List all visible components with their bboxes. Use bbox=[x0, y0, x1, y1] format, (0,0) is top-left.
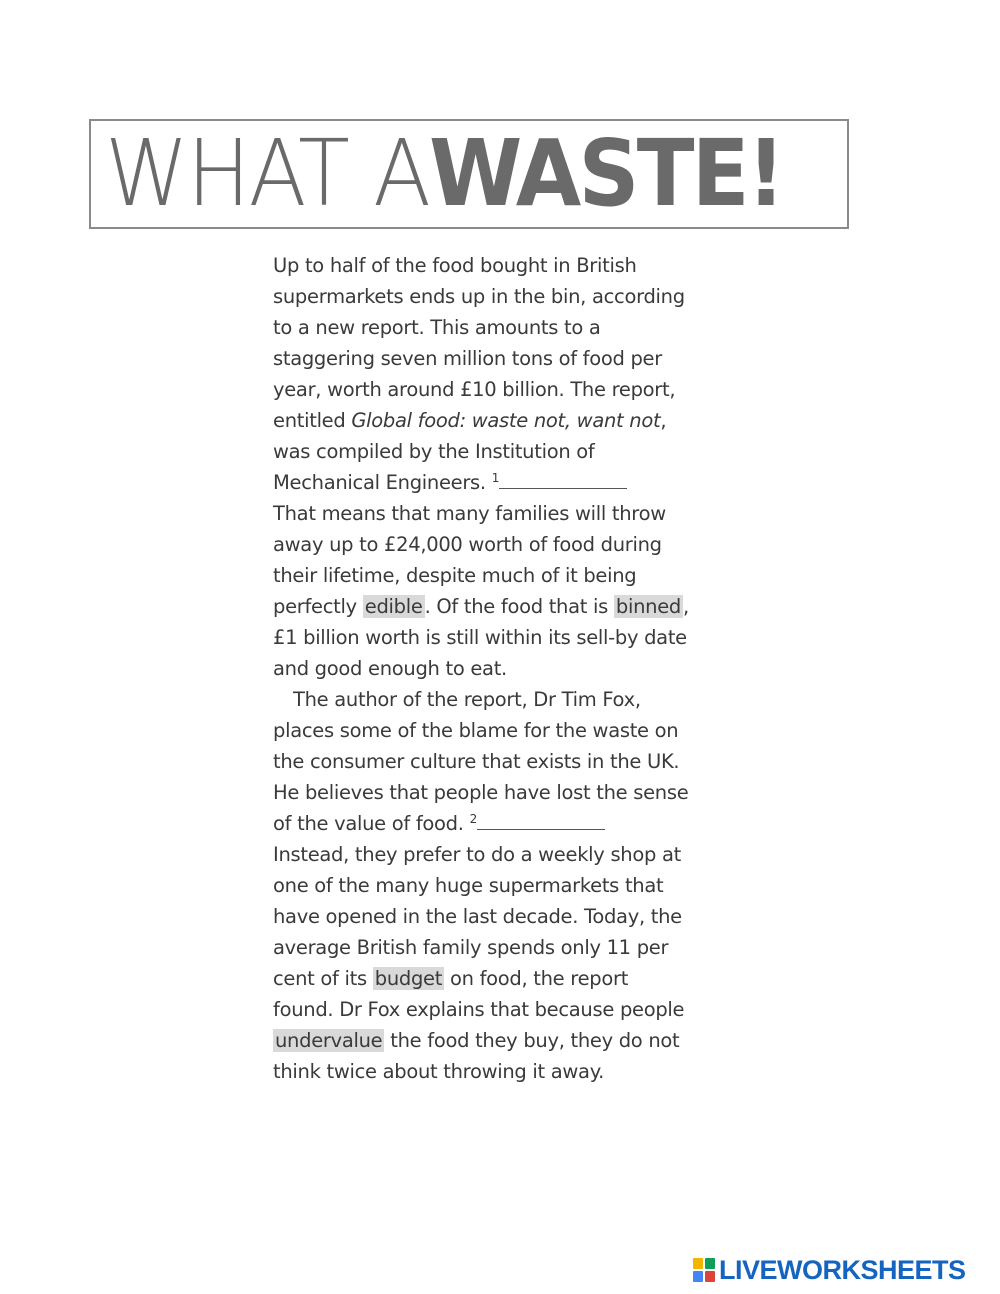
liveworksheets-logo[interactable] bbox=[693, 1255, 966, 1285]
logo-square-1 bbox=[693, 1258, 703, 1269]
report-title-italic: Global food: waste not, want not bbox=[351, 409, 661, 432]
liveworksheets-logo-icon bbox=[693, 1258, 715, 1282]
p2-text-2: Instead, they prefer to do a weekly shop at one of the many huge supermarkets that have opened in the last decade. Today, the average British family spends only 11 per cent of its bbox=[273, 843, 682, 990]
p1-text-2: , was compiled by the Institution of Mechanical Engineers. bbox=[273, 409, 667, 494]
title-box bbox=[89, 119, 849, 229]
p1-text-3: That means that many families will throw away up to £24,000 worth of food during their lifetime, despite much of it being perfectly bbox=[273, 502, 666, 618]
logo-square-4 bbox=[705, 1271, 715, 1282]
logo-square-2 bbox=[705, 1258, 715, 1269]
title-bold-text: WASTE! bbox=[429, 120, 783, 227]
p2-text-4: the food they buy, they do not think twice about throwing it away. bbox=[273, 1029, 680, 1083]
highlight-binned: binned bbox=[615, 595, 681, 618]
highlight-budget: budget bbox=[374, 967, 443, 990]
highlight-edible: edible bbox=[364, 595, 423, 618]
p1-text-5: , £1 billion worth is still within its sell-by date and good enough to eat. bbox=[273, 595, 689, 680]
paragraph-2 bbox=[273, 684, 693, 1087]
article-body bbox=[273, 250, 693, 1087]
p2-text-1: The author of the report, Dr Tim Fox, places some of the blame for the waste on the consumer culture that exists in the UK. He believes that people have lost the sense of the value of food. bbox=[273, 688, 689, 835]
title-light-text: WHAT A bbox=[105, 120, 430, 227]
gap-2-blank[interactable] bbox=[477, 811, 605, 830]
logo-square-3 bbox=[693, 1271, 703, 1282]
liveworksheets-brand-text: LIVEWORKSHEETS bbox=[719, 1254, 966, 1285]
gap-1-number: 1 bbox=[491, 471, 500, 485]
gap-1-blank[interactable] bbox=[499, 470, 627, 489]
p1-text-4: . Of the food that is bbox=[424, 595, 614, 618]
gap-2-number: 2 bbox=[469, 812, 477, 826]
p2-text-3: on food, the report found. Dr Fox explains that because people bbox=[273, 967, 685, 1021]
highlight-undervalue: undervalue bbox=[275, 1029, 383, 1052]
p1-text-1: Up to half of the food bought in British supermarkets ends up in the bin, according to a new report. This amounts to a staggering seven million tons of food per year, worth around £10 billion. The report, entitled bbox=[273, 254, 685, 432]
paragraph-1 bbox=[273, 250, 693, 684]
